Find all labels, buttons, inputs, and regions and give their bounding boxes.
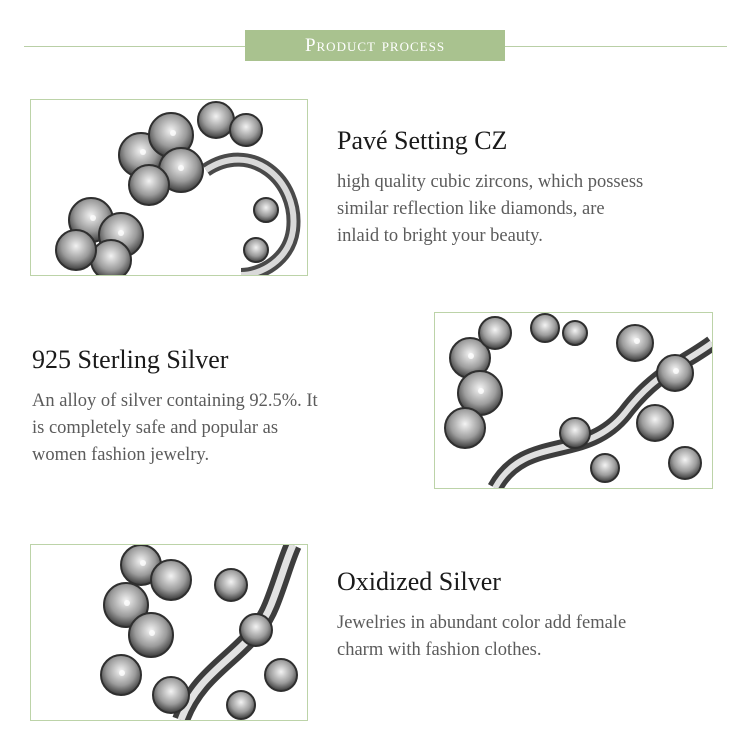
header-divider-right <box>505 46 727 47</box>
description-line: is completely safe and popular as <box>32 418 279 438</box>
description-line: Jewelries in abundant color add female <box>337 613 627 633</box>
section-description-pave-setting <box>337 169 643 250</box>
description-line: similar reflection like diamonds, are <box>337 199 605 219</box>
description-line: An alloy of silver containing 92.5%. It <box>32 391 318 411</box>
product-image-oxidized-silver <box>30 544 308 721</box>
section-description-oxidized-silver <box>337 610 626 664</box>
product-image-sterling-silver <box>434 312 713 489</box>
section-title-oxidized-silver: Oxidized Silver <box>337 567 501 596</box>
section-description-sterling-silver <box>32 388 318 469</box>
description-line: inlaid to bright your beauty. <box>337 226 543 246</box>
ring-band-photo <box>435 313 712 488</box>
section-banner <box>245 30 505 61</box>
ring-flower-photo <box>31 100 307 275</box>
product-image-pave-setting <box>30 99 308 276</box>
section-title-pave-setting: Pavé Setting CZ <box>337 126 508 155</box>
description-line: high quality cubic zircons, which possess <box>337 172 644 192</box>
banner-title: Product process <box>304 35 446 56</box>
description-line: charm with fashion clothes. <box>337 640 542 660</box>
description-line: women fashion jewelry. <box>32 445 210 465</box>
header-divider-left <box>24 46 245 47</box>
ring-closeup-photo <box>31 545 307 720</box>
section-title-sterling-silver: 925 Sterling Silver <box>32 345 229 374</box>
